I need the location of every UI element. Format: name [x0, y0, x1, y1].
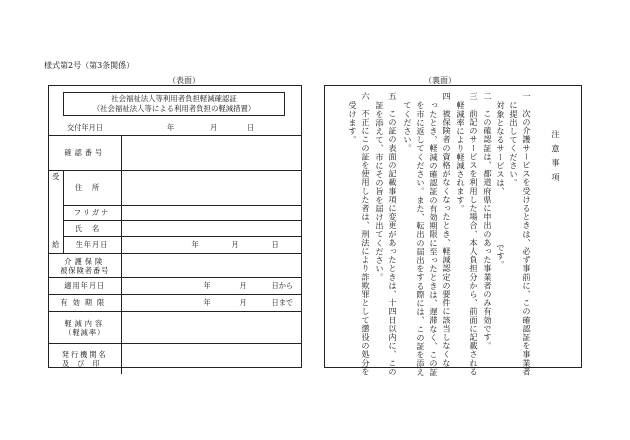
front-card: [48, 85, 302, 368]
note-4-line-c: を市に返してください。また、転出の届出をする際には、この証を添え: [416, 101, 426, 377]
insured-number-value: [121, 254, 301, 278]
issue-month: 月: [210, 123, 218, 132]
note-1-line-a: 一 次の介護サービスを受けるときは、必ず事前に、この確認証を事業者: [522, 92, 532, 376]
note-4-line-d: てください。: [403, 101, 413, 153]
start-year: 年: [203, 281, 211, 290]
insured-number-label: [49, 254, 121, 278]
reduction-label-line2: （軽減率）: [64, 327, 106, 337]
note-4-line-b: ったとき、軽減の確認証の有効期限に至ったときは、遅滞なく、この証: [429, 101, 439, 377]
reduction-value: [121, 312, 301, 344]
note-6-line-b: 受けます。: [348, 101, 358, 144]
expiry-value: [121, 295, 301, 312]
issuer-label-line2: 及び印: [61, 358, 108, 368]
name-label: 氏名: [63, 221, 121, 237]
birth-year: 年: [191, 240, 199, 249]
back-card: [324, 85, 582, 377]
note-3-line-a: 三 前記のサービスを利用した場合、本人負担分から、前面に記載される: [469, 92, 479, 376]
furigana-label: フリガナ: [63, 206, 121, 221]
expiry-year: 年: [203, 298, 211, 307]
note-2: 二 この確認証は、都道府県に申出のあった事業者のみ有効です。: [483, 92, 493, 350]
note-3-line-b: 軽減率により軽減されます。: [456, 101, 466, 213]
address-label: 住所: [63, 171, 121, 206]
insured-number-label-line2: 被保険者番号: [60, 265, 110, 275]
start-month: 月: [239, 281, 247, 290]
expiry-until: 日まで: [271, 298, 294, 307]
issuer-value: [121, 344, 301, 374]
recipient-char2: 給: [52, 240, 60, 249]
issuer-label: [49, 344, 121, 374]
expiry-month: 月: [239, 298, 247, 307]
insured-number-label-line1: 介護保険: [64, 256, 106, 266]
recipient-char1: 受: [52, 172, 60, 181]
furigana-value: [121, 206, 301, 221]
note-1-line-c: 対象となるサービスは、 です。: [496, 101, 506, 269]
note-1-line-b: に提出してください。: [509, 101, 519, 187]
expiry-label: 有効期限: [49, 295, 121, 312]
confirmation-number-label: 確認番号: [49, 136, 121, 171]
birth-month: 月: [231, 240, 239, 249]
start-from: 日から: [271, 281, 294, 290]
confirmation-number-value: [121, 136, 301, 171]
issuer-label-line1: 発行機関名: [61, 349, 108, 359]
note-4-line-a: 四 被保険者の資格がなくなったとき、軽減認定の要件に該当しなくな: [442, 92, 452, 368]
reduction-label-line1: 軽減内容: [64, 318, 106, 328]
notes-heading: 注意事項: [551, 130, 561, 187]
reduction-label: [49, 312, 121, 344]
certificate-table: [49, 135, 301, 374]
front-label: （表面）: [168, 76, 200, 85]
recipient-label: [49, 171, 63, 254]
start-date-label: 適用年月日: [49, 278, 121, 295]
note-5-line-a: 五 この証の表面の記載事項に変更があったときは、十四日以内に、この: [388, 92, 398, 376]
certificate-title: [63, 92, 285, 116]
certificate-title-line1: 社会福祉法人等利用者負担軽減確認証: [111, 94, 237, 103]
name-value: [121, 221, 301, 237]
birth-date-value: [121, 237, 301, 254]
issue-year: 年: [167, 123, 175, 132]
note-6-line-a: 六 不正にこの証を使用した者は、刑法により詐欺罪として懲役の処分を: [361, 92, 371, 376]
birth-day: 日: [271, 240, 279, 249]
birth-date-label: 生年月日: [63, 237, 121, 254]
form-id: 様式第2号（第3条関係）: [44, 61, 135, 70]
issue-day: 日: [247, 123, 255, 132]
note-5-line-b: 証を添えて、市にその旨を届け出てください。: [375, 101, 385, 282]
back-label: （裏面）: [424, 76, 456, 85]
address-value: [121, 171, 301, 206]
issue-date-label: 交付年月日: [67, 123, 103, 132]
certificate-title-line2: （社会福祉法人等による利用者負担の軽減措置）: [92, 104, 256, 113]
start-date-value: [121, 278, 301, 295]
